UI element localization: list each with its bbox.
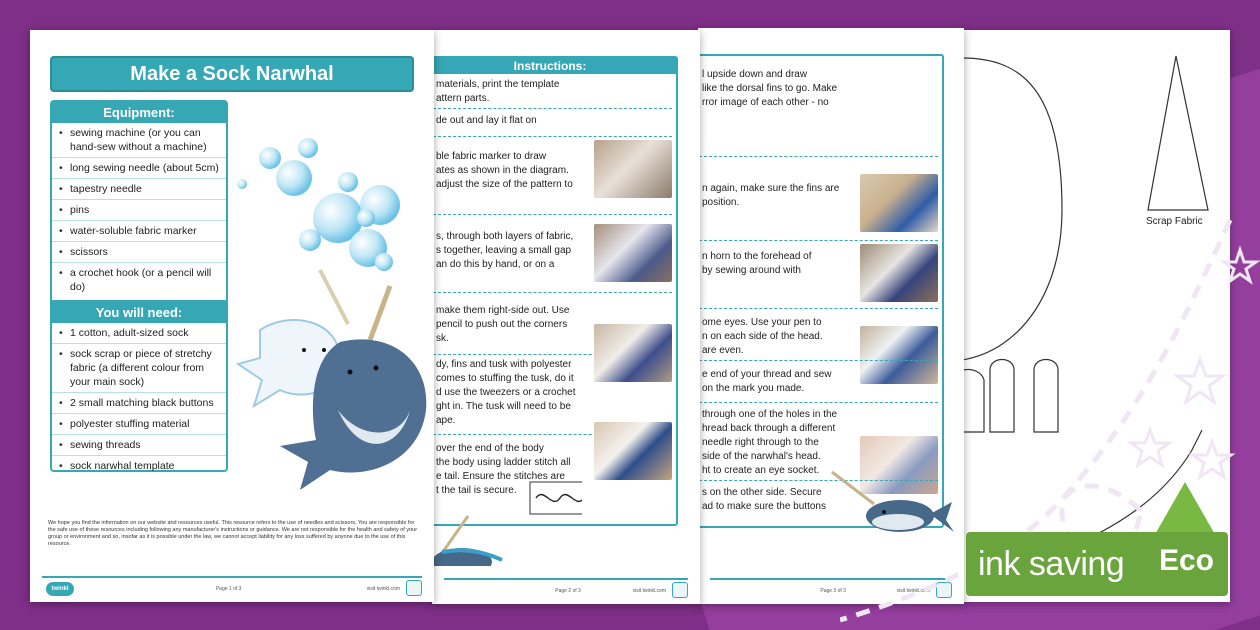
list-item: • scissors [52,242,226,263]
cover-page [30,30,434,602]
list-item: • sock scrap or piece of stretchy fabric (a different colour from your main sock) [52,344,226,393]
divider [698,156,938,157]
you-will-need-box [50,300,228,472]
equipment-heading: Equipment: [52,102,226,123]
quality-badge-icon [406,580,422,596]
list-item: • a crochet hook (or a pencil will do) [52,263,226,297]
divider [432,214,672,215]
disclaimer-text: We hope you find the information on our website and resources useful. This resource refers to the use of needles and scissors. You are responsible for the safe use of these resources including following any manufacturer's instructions or guidance. We are not responsible for the health and safety of your group or environment and so, insofar as it is possible under the law, we cannot accept liability for any loss suffered by anyone due to the use of this resource. [48,520,418,547]
step-text: make them right-side out. Use pencil to push out the corners sk. [436,305,570,344]
page-number: Page 3 of 3 [820,588,846,594]
step-text: de out and lay it flat on [436,115,537,126]
step-text: s on the other side. Secure ad to make sure the buttons [702,487,826,512]
list-item: • sewing machine (or you can hand-sew without a machine) [52,123,226,158]
list-item: • polyester stuffing material [52,414,226,435]
list-item: • 1 cotton, adult-sized sock [52,323,226,344]
page-number: Page 1 of 3 [215,586,242,592]
page-footer [30,578,434,596]
list-item: • sewing threads [52,435,226,456]
list-item: • water-soluble fabric marker [52,221,226,242]
list-item: • pins [52,200,226,221]
step-text: n horn to the forehead of by sewing around with [702,251,812,276]
step-text: s, through both layers of fabric, s together, leaving a small gap an do this by hand, or on a [436,231,574,270]
visit-link[interactable]: visit twinkl.com [366,586,400,592]
equipment-box [50,100,228,308]
step-text: n again, make sure the fins are position. [702,183,840,208]
divider [432,292,672,293]
list-item: • 2 small matching black buttons [52,393,226,414]
instructions-page-2 [432,30,700,604]
ink-saving-label: ink saving [978,544,1125,583]
list-item: • tapestry needle [52,179,226,200]
step-text: e end of your thread and sew on the mark you made. [702,369,832,394]
page-footer [432,580,700,598]
ink-saving-eco-badge [966,532,1228,596]
scrap-fabric-label: Scrap Fabric [1146,216,1203,227]
visit-link[interactable]: visit twinkl.com [896,588,930,594]
step-photo [594,140,672,198]
divider [432,136,672,137]
step-photo [594,422,672,480]
step-text: through one of the holes in the hread back through a different needle right through to the side of the narwhal's head. ht to create an eye socket. [702,409,838,476]
you-will-need-heading: You will need: [52,302,226,323]
you-will-need-list [52,323,226,476]
step-text: dy, fins and tusk with polyester comes to stuffing the tusk, do it d use the tweezers or a crochet ght in. The tusk will need to be ape. [436,359,576,426]
step-text: ble fabric marker to draw ates as shown in the diagram. adjust the size of the pattern to [436,151,573,190]
narwhals-illustration [230,110,430,510]
instructions-frame [432,56,678,526]
step-text: ome eyes. Use your pen to n on each side of the head. are even. [702,317,823,356]
stitch-diagram-illustration [432,476,582,566]
divider [432,108,672,109]
twinkl-logo[interactable]: twinkl [46,582,74,596]
page-title: Make a Sock Narwhal [50,56,414,92]
visit-link[interactable]: visit twinkl.com [632,588,666,594]
eco-label: Eco [1158,544,1214,577]
bubbles-icon [237,138,400,271]
step-text: over the end of the body the body using ladder stitch all e tail. Ensure the stitches are t the tail is secure. [436,443,571,496]
list-item: • long sewing needle (about 5cm) [52,158,226,179]
page-number: Page 2 of 3 [555,588,581,594]
step-photo [594,324,672,382]
list-item: • sock narwhal template [52,456,226,476]
instructions-heading: Instructions: [432,58,676,74]
step-text: l upside down and draw like the dorsal fins to go. Make rror image of each other - no [702,69,838,108]
quality-badge-icon [672,582,688,598]
equipment-list [52,123,226,297]
step-photo [594,224,672,282]
step-text: materials, print the template attern parts. [436,79,560,104]
